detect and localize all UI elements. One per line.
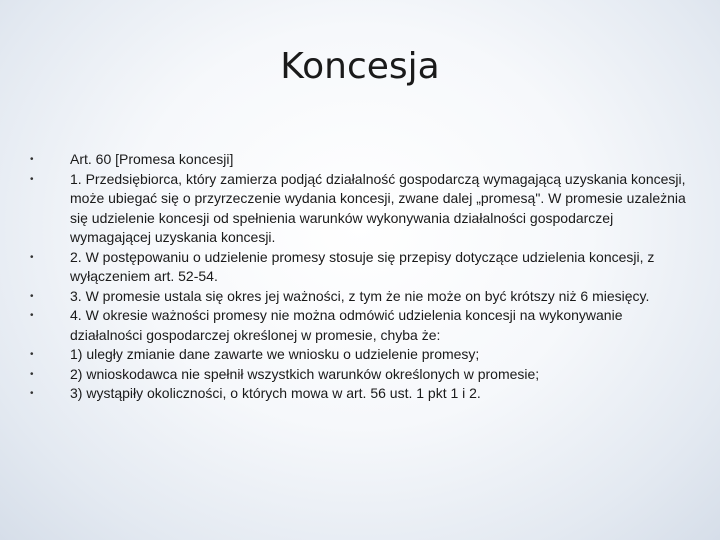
list-item bbox=[24, 365, 692, 385]
list-item-text: 3. W promesie ustala się okres jej ważności, z tym że nie może on być krótszy niż 6 miesięcy. bbox=[70, 287, 650, 304]
list-item bbox=[24, 384, 692, 404]
bullet-list bbox=[24, 150, 692, 404]
list-item-text: 2) wnioskodawca nie spełnił wszystkich warunków określonych w promesie; bbox=[70, 365, 540, 382]
bullet-icon: • bbox=[30, 349, 34, 360]
list-item-text: 2. W postępowaniu o udzielenie promesy stosuje się przepisy dotyczące udzielenia koncesji, z wyłączeniem art. 52-54. bbox=[70, 248, 655, 284]
list-item-text: 3) wystąpiły okoliczności, o których mowa w art. 56 ust. 1 pkt 1 i 2. bbox=[70, 385, 481, 401]
bullet-icon: • bbox=[30, 154, 34, 165]
list-item bbox=[24, 306, 692, 345]
slide-title: Koncesja bbox=[280, 46, 440, 87]
list-item bbox=[24, 150, 692, 170]
list-item bbox=[24, 248, 692, 287]
bullet-icon: • bbox=[30, 290, 34, 302]
bullet-icon: • bbox=[30, 388, 34, 399]
list-item-text: Art. 60 [Promesa koncesji] bbox=[70, 151, 234, 167]
bullet-icon: • bbox=[30, 173, 34, 185]
list-item bbox=[24, 345, 692, 365]
list-item bbox=[24, 170, 692, 248]
list-item bbox=[24, 287, 692, 307]
list-item-text: 1. Przedsiębiorca, który zamierza podjąć działalność gospodarczą wymagającą uzyskania koncesji, może ubiegać się o przyrzeczenie wydania koncesji, zwane dalej „promesą". W promesie uzależnia się udzielenie koncesji od spełnienia warunków wykonywania działalności gospodarczej wymagającej uzyskania koncesji. bbox=[70, 170, 686, 245]
bullet-icon: • bbox=[30, 310, 34, 321]
list-item-text: 1) uległy zmianie dane zawarte we wniosku o udzielenie promesy; bbox=[70, 346, 480, 362]
bullet-icon: • bbox=[30, 368, 34, 380]
bullet-icon: • bbox=[30, 251, 34, 263]
list-item-text: 4. W okresie ważności promesy nie można odmówić udzielenia koncesji na wykonywanie działalności gospodarczej określonej w promesie, chyba że: bbox=[70, 307, 623, 343]
